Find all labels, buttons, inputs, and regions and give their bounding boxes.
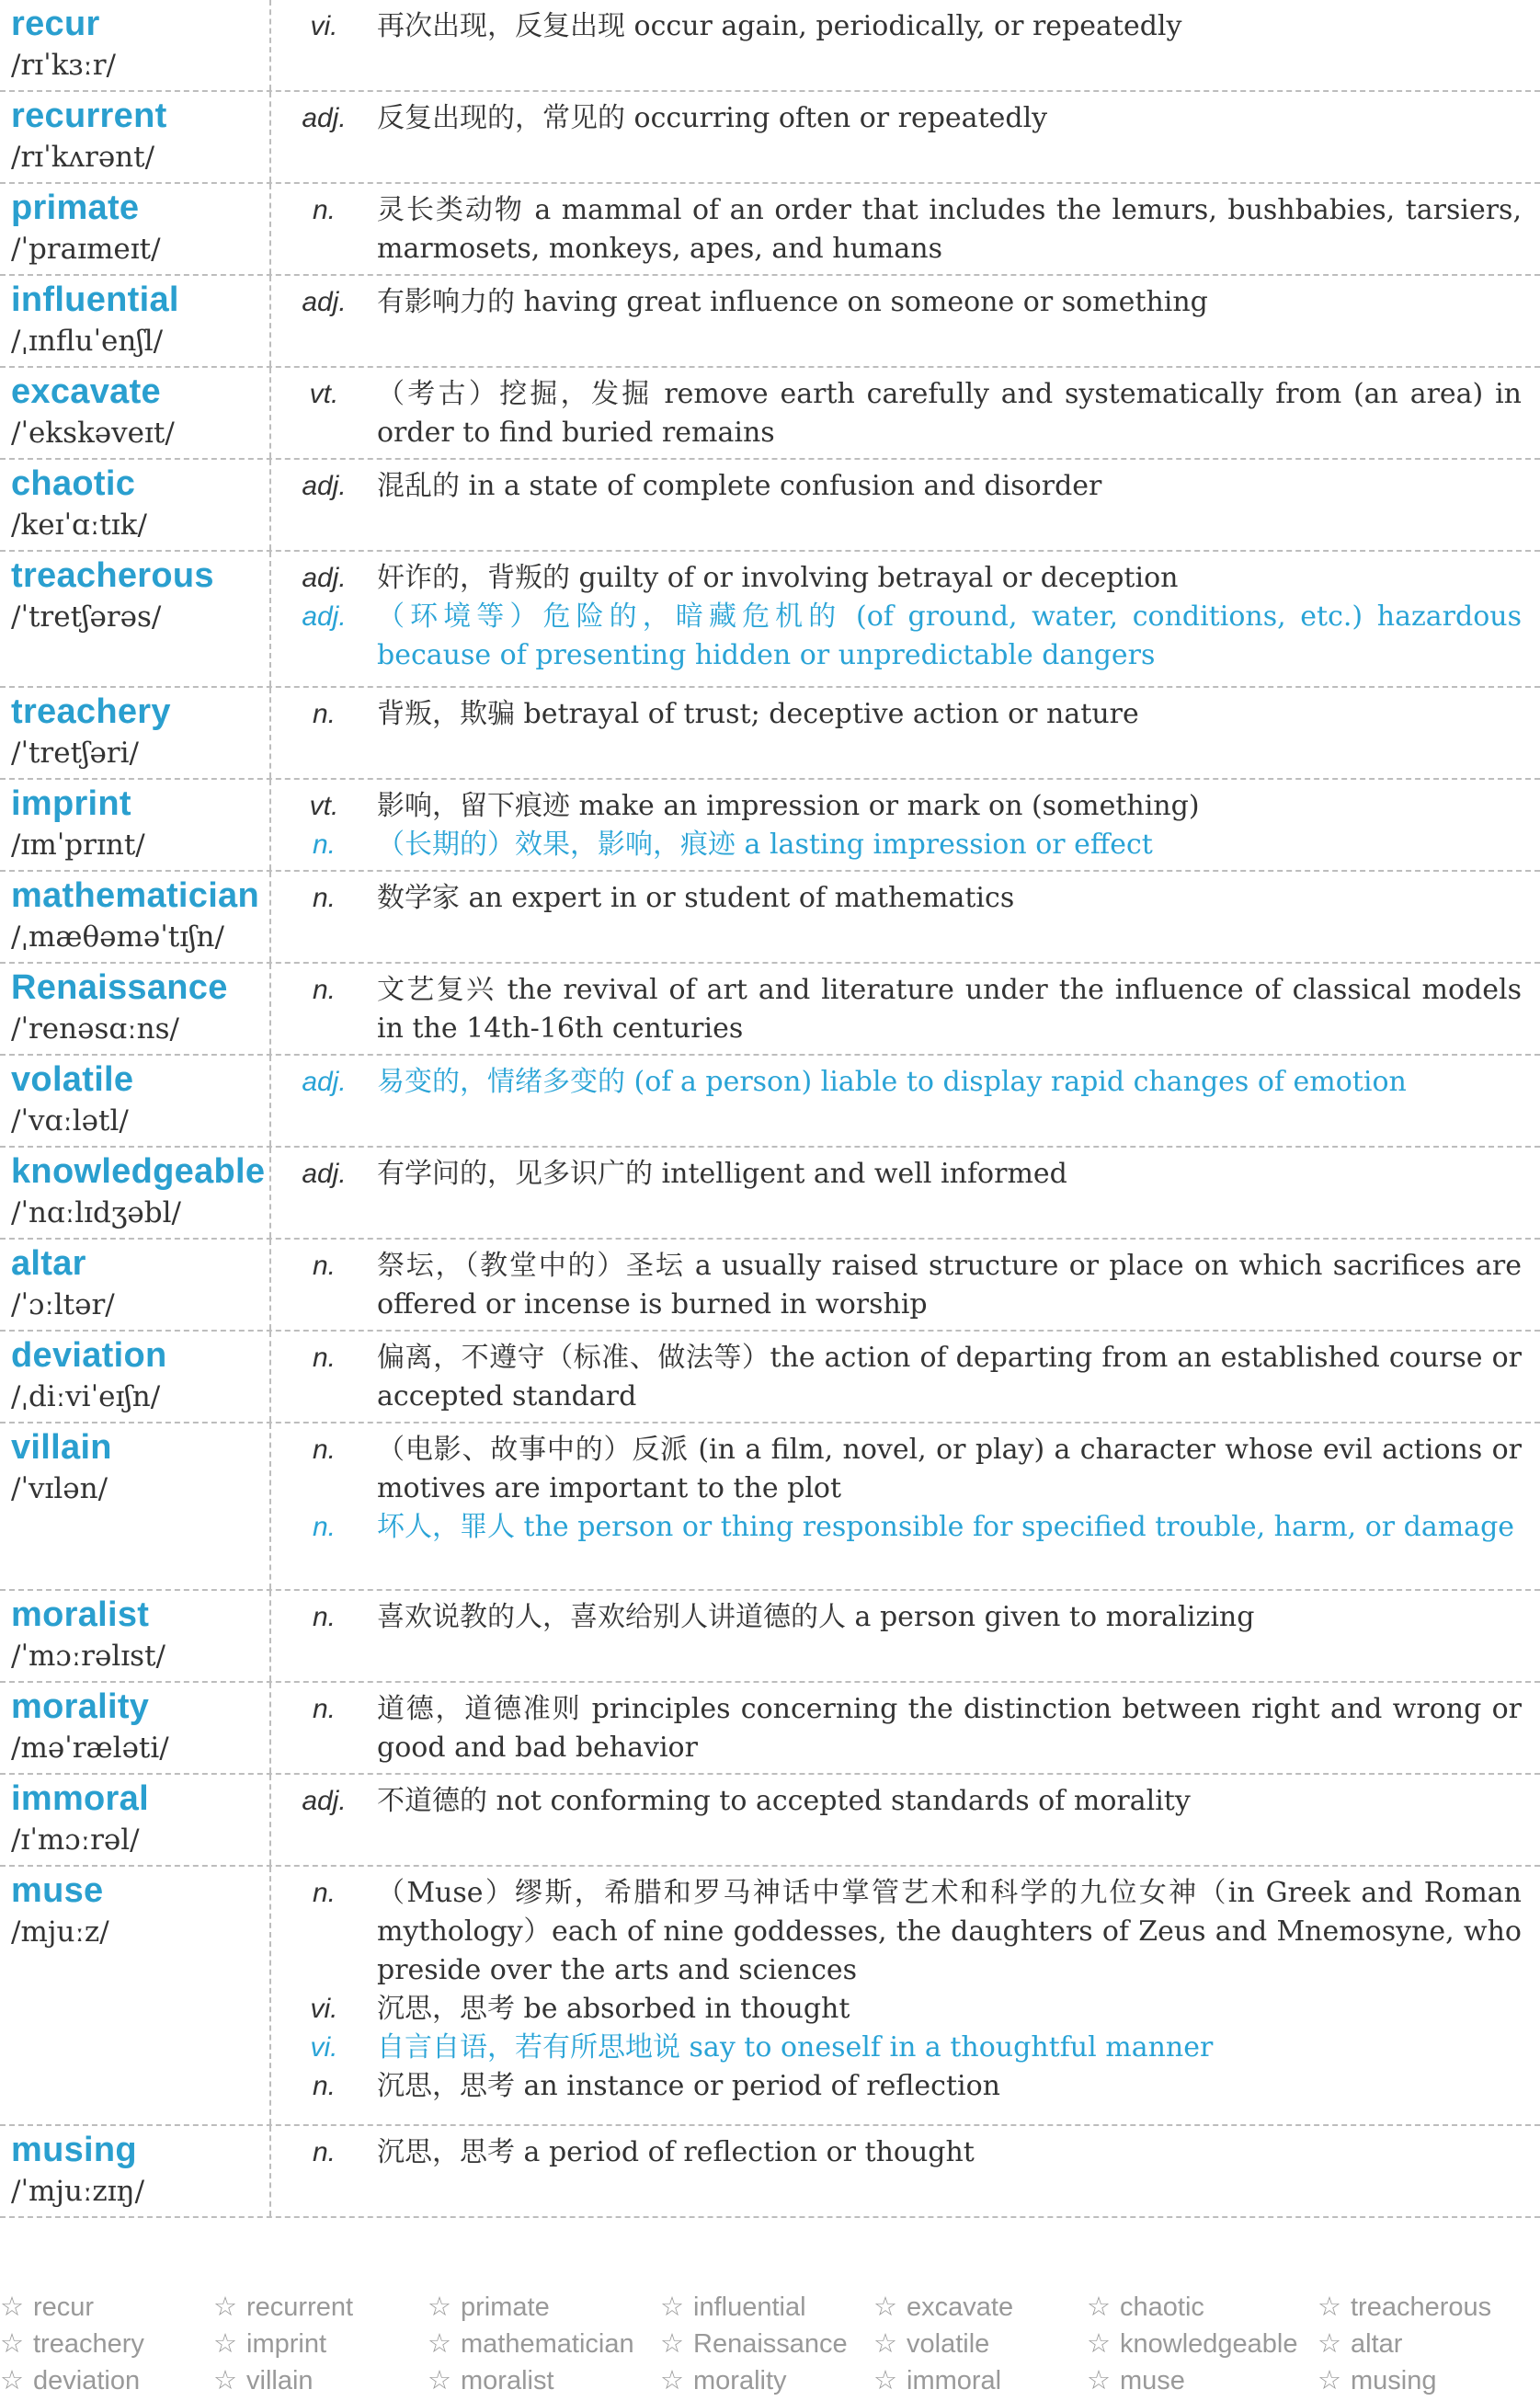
index-word: volatile — [907, 2329, 990, 2359]
definition: 反复出现的，常见的 occurring often or repeatedly — [377, 102, 1048, 134]
headword: altar — [11, 1244, 86, 1283]
phonetic: /ˈnɑːlɪdʒəbl/ — [11, 1196, 181, 1229]
part-of-speech: n. — [312, 1343, 337, 1373]
phonetic: /mjuːz/ — [11, 1915, 109, 1949]
index-word: Renaissance — [693, 2329, 848, 2359]
part-of-speech: vi. — [310, 2032, 338, 2063]
part-of-speech: adj. — [302, 601, 347, 632]
index-word: moralist — [461, 2366, 554, 2395]
definition: 文艺复兴 the revival of art and literature under the influence of classical models in the 14th-16th centuries — [377, 974, 1522, 1045]
headword-cell — [0, 1683, 271, 1773]
headword-cell — [0, 780, 271, 870]
index-word: deviation — [33, 2366, 141, 2395]
phonetic: /ˌmæθəməˈtɪʃn/ — [11, 920, 224, 954]
sense — [271, 2133, 1522, 2172]
entry-row — [0, 0, 1540, 92]
part-of-speech: n. — [312, 1251, 337, 1281]
sense — [271, 1990, 1522, 2029]
definition-cell — [271, 368, 1540, 458]
star-icon: ☆ — [0, 2329, 24, 2359]
definition: 沉思，思考 a period of reflection or thought — [377, 2136, 975, 2168]
phonetic: /ˌɪnfluˈenʃl/ — [11, 325, 164, 358]
headword-cell — [0, 1148, 271, 1238]
star-icon: ☆ — [428, 2329, 451, 2359]
definition: 数学家 an expert in or student of mathematics — [377, 882, 1015, 914]
index-word: recur — [33, 2292, 95, 2322]
entry-row — [0, 2126, 1540, 2218]
headword: moralist — [11, 1595, 150, 1634]
part-of-speech: n. — [312, 883, 337, 913]
definition: 道德，道德准则 principles concerning the distinction between right and wrong or good and bad behavior — [377, 1693, 1522, 1764]
headword: morality — [11, 1687, 150, 1726]
sense — [271, 1874, 1522, 1990]
sense — [271, 7, 1522, 46]
star-icon: ☆ — [873, 2292, 897, 2322]
sense — [271, 467, 1522, 506]
index-word: immoral — [907, 2366, 1002, 2395]
sense — [271, 598, 1522, 675]
entry-row — [0, 1240, 1540, 1332]
index-item — [213, 2290, 353, 2325]
index-word: chaotic — [1120, 2292, 1204, 2322]
phonetic: /rɪˈkʌrənt/ — [11, 141, 155, 174]
phonetic: /ˈvɑːlətl/ — [11, 1104, 129, 1138]
entry-row — [0, 552, 1540, 688]
definition-cell — [271, 460, 1540, 550]
index-item — [660, 2327, 848, 2361]
definition: 有学问的，见多识广的 intelligent and well informed — [377, 1158, 1067, 1190]
part-of-speech: n. — [312, 699, 337, 729]
headword-cell — [0, 1423, 271, 1589]
sense — [271, 283, 1522, 322]
index-item — [428, 2363, 554, 2398]
sense — [271, 1690, 1522, 1767]
headword: treacherous — [11, 556, 214, 595]
part-of-speech: vt. — [309, 379, 339, 409]
sense — [271, 1431, 1522, 1508]
definition-cell — [271, 1867, 1540, 2124]
phonetic: /ˈekskəveɪt/ — [11, 417, 175, 450]
phonetic: /ˌdiːviˈeɪʃn/ — [11, 1380, 161, 1413]
definition-cell — [271, 1591, 1540, 1681]
star-icon: ☆ — [660, 2366, 684, 2395]
definition-cell — [271, 688, 1540, 778]
part-of-speech: n. — [312, 2071, 337, 2101]
definition-cell — [271, 184, 1540, 274]
index-word: primate — [461, 2292, 550, 2322]
definition: 奸诈的，背叛的 guilty of or involving betrayal or deception — [377, 562, 1179, 594]
definition: 喜欢说教的人，喜欢给别人讲道德的人 a person given to moralizing — [377, 1601, 1255, 1633]
sense — [271, 2067, 1522, 2106]
entry-row — [0, 1332, 1540, 1423]
definition-cell — [271, 964, 1540, 1054]
phonetic: /ɪmˈprɪnt/ — [11, 829, 145, 862]
headword: musing — [11, 2131, 137, 2169]
headword-cell — [0, 1240, 271, 1330]
definition: 沉思，思考 an instance or period of reflection — [377, 2070, 1000, 2102]
entry-row — [0, 1683, 1540, 1775]
definition: 再次出现，反复出现 occur again, periodically, or repeatedly — [377, 10, 1182, 42]
index-word: altar — [1351, 2329, 1403, 2359]
headword: villain — [11, 1428, 112, 1467]
entry-row — [0, 1591, 1540, 1683]
definition: 偏离，不遵守（标准、做法等）the action of departing from an established course or accepted standard — [377, 1342, 1522, 1412]
index-word: treacherous — [1351, 2292, 1492, 2322]
headword: primate — [11, 189, 140, 227]
headword-cell — [0, 872, 271, 962]
part-of-speech: n. — [312, 1694, 337, 1724]
part-of-speech: n. — [312, 1602, 337, 1632]
phonetic: /ˈtretʃərəs/ — [11, 600, 162, 634]
index-row — [0, 2290, 1540, 2327]
index-word: muse — [1120, 2366, 1185, 2395]
sense — [271, 2029, 1522, 2067]
headword-cell — [0, 1775, 271, 1865]
index-item — [1318, 2327, 1402, 2361]
headword-cell — [0, 92, 271, 182]
part-of-speech: n. — [312, 1435, 337, 1465]
phonetic: /ˈvɪlən/ — [11, 1472, 108, 1505]
headword: immoral — [11, 1779, 149, 1818]
sense — [271, 879, 1522, 918]
index-word: recurrent — [246, 2292, 354, 2322]
index-word: villain — [246, 2366, 314, 2395]
index-item — [873, 2327, 989, 2361]
headword: deviation — [11, 1336, 167, 1375]
star-icon: ☆ — [0, 2292, 24, 2322]
headword: excavate — [11, 372, 161, 411]
headword: chaotic — [11, 464, 136, 503]
part-of-speech: adj. — [302, 1067, 347, 1097]
star-icon: ☆ — [873, 2329, 897, 2359]
part-of-speech: n. — [312, 975, 337, 1005]
word-index — [0, 2290, 1540, 2400]
definition: 坏人，罪人 the person or thing responsible for specified trouble, harm, or damage — [377, 1511, 1515, 1543]
part-of-speech: vt. — [309, 791, 339, 821]
sense — [271, 971, 1522, 1048]
star-icon: ☆ — [1318, 2292, 1341, 2322]
index-word: influential — [693, 2292, 806, 2322]
index-item — [1318, 2290, 1491, 2325]
entry-row — [0, 460, 1540, 552]
definition: （电影、故事中的）反派 (in a film, novel, or play) a character whose evil actions or motives are important to the plot — [377, 1434, 1522, 1504]
star-icon: ☆ — [213, 2292, 237, 2322]
definition: 影响，留下痕迹 make an impression or mark on (something) — [377, 790, 1200, 822]
entry-row — [0, 1056, 1540, 1148]
index-item — [660, 2290, 806, 2325]
definition-cell — [271, 0, 1540, 90]
part-of-speech: vi. — [310, 11, 338, 41]
phonetic: /ˈrenəsɑːns/ — [11, 1012, 179, 1046]
index-item — [873, 2290, 1013, 2325]
part-of-speech: vi. — [310, 1994, 338, 2024]
sense — [271, 787, 1522, 826]
definition-cell — [271, 92, 1540, 182]
index-word: excavate — [907, 2292, 1014, 2322]
sense — [271, 1247, 1522, 1324]
index-item — [1087, 2290, 1204, 2325]
headword-cell — [0, 552, 271, 686]
definition: 灵长类动物 a mammal of an order that includes the lemurs, bushbabies, tarsiers, marmosets, monkeys, apes, and humans — [377, 194, 1522, 265]
definition-cell — [271, 780, 1540, 870]
phonetic: /rɪˈkɜːr/ — [11, 49, 116, 82]
definition-cell — [271, 1240, 1540, 1330]
part-of-speech: adj. — [302, 471, 347, 501]
headword: knowledgeable — [11, 1152, 266, 1191]
phonetic: /ɪˈmɔːrəl/ — [11, 1824, 140, 1857]
headword: treachery — [11, 692, 171, 731]
headword-cell — [0, 1332, 271, 1422]
phonetic: /məˈræləti/ — [11, 1732, 169, 1765]
definition-cell — [271, 872, 1540, 962]
sense — [271, 1782, 1522, 1821]
sense — [271, 1508, 1522, 1547]
entry-row — [0, 1775, 1540, 1867]
part-of-speech: adj. — [302, 1786, 347, 1816]
definition-cell — [271, 1423, 1540, 1589]
part-of-speech: n. — [312, 2137, 337, 2167]
index-item — [873, 2363, 1001, 2398]
index-item — [428, 2327, 634, 2361]
index-item — [213, 2327, 326, 2361]
index-row — [0, 2363, 1540, 2400]
index-item — [1318, 2363, 1437, 2398]
entry-row — [0, 92, 1540, 184]
phonetic: /ˈɔːltər/ — [11, 1288, 115, 1321]
sense — [271, 99, 1522, 138]
headword: imprint — [11, 784, 131, 823]
index-word: treachery — [33, 2329, 144, 2359]
star-icon: ☆ — [660, 2329, 684, 2359]
headword: recur — [11, 5, 100, 43]
entry-row — [0, 1867, 1540, 2126]
headword-cell — [0, 1056, 271, 1146]
entry-row — [0, 184, 1540, 276]
index-item — [660, 2363, 787, 2398]
headword-cell — [0, 0, 271, 90]
part-of-speech: n. — [312, 1878, 337, 1908]
definition: （Muse）缪斯，希腊和罗马神话中掌管艺术和科学的九位女神（in Greek and Roman mythology）each of nine goddesses, the daughters of Zeus and Mnemosyne, who preside over the arts and sciences — [377, 1877, 1522, 1986]
sense — [271, 191, 1522, 269]
index-word: imprint — [246, 2329, 327, 2359]
headword: mathematician — [11, 876, 259, 915]
headword-cell — [0, 184, 271, 274]
definition: （环境等）危险的，暗藏危机的 (of ground, water, conditions, etc.) hazardous because of presenting hidden or unpredictable dangers — [377, 600, 1522, 671]
definition-cell — [271, 1683, 1540, 1773]
star-icon: ☆ — [1087, 2292, 1111, 2322]
index-item — [0, 2327, 144, 2361]
phonetic: /keɪˈɑːtɪk/ — [11, 509, 147, 542]
definition-cell — [271, 1332, 1540, 1422]
sense — [271, 559, 1522, 598]
star-icon: ☆ — [0, 2366, 24, 2395]
headword-cell — [0, 688, 271, 778]
index-item — [0, 2363, 140, 2398]
entry-row — [0, 872, 1540, 964]
headword-cell — [0, 276, 271, 366]
definition: 有影响力的 having great influence on someone or something — [377, 286, 1208, 318]
phonetic: /ˈmɔːrəlɪst/ — [11, 1640, 165, 1673]
part-of-speech: adj. — [302, 103, 347, 133]
star-icon: ☆ — [213, 2329, 237, 2359]
definition-cell — [271, 1056, 1540, 1146]
headword: recurrent — [11, 97, 167, 135]
index-word: mathematician — [461, 2329, 634, 2359]
entry-row — [0, 276, 1540, 368]
headword: influential — [11, 280, 179, 319]
part-of-speech: adj. — [302, 563, 347, 593]
definition: 祭坛，（教堂中的）圣坛 a usually raised structure or place on which sacrifices are offered or incense is burned in worship — [377, 1250, 1522, 1321]
part-of-speech: n. — [312, 829, 337, 860]
star-icon: ☆ — [1087, 2366, 1111, 2395]
entry-row — [0, 1423, 1540, 1591]
definition: 自言自语，若有所思地说 say to oneself in a thoughtful manner — [377, 2031, 1214, 2064]
sense — [271, 375, 1522, 452]
sense — [271, 826, 1522, 864]
star-icon: ☆ — [1318, 2366, 1341, 2395]
sense — [271, 1063, 1522, 1102]
entry-row — [0, 368, 1540, 460]
index-item — [1087, 2363, 1185, 2398]
index-word: knowledgeable — [1120, 2329, 1298, 2359]
definition: 易变的，情绪多变的 (of a person) liable to display rapid changes of emotion — [377, 1066, 1407, 1098]
definition: 不道德的 not conforming to accepted standards of morality — [377, 1785, 1191, 1817]
definition-cell — [271, 2126, 1540, 2216]
phonetic: /ˈtretʃəri/ — [11, 737, 139, 770]
sense — [271, 1339, 1522, 1416]
headword-cell — [0, 1591, 271, 1681]
index-item — [0, 2290, 94, 2325]
definition-cell — [271, 1775, 1540, 1865]
headword-cell — [0, 2126, 271, 2216]
headword-cell — [0, 460, 271, 550]
headword-cell — [0, 1867, 271, 2124]
index-row — [0, 2327, 1540, 2363]
headword-cell — [0, 368, 271, 458]
headword: volatile — [11, 1060, 134, 1099]
index-item — [213, 2363, 314, 2398]
entry-row — [0, 1148, 1540, 1240]
star-icon: ☆ — [1318, 2329, 1341, 2359]
star-icon: ☆ — [1087, 2329, 1111, 2359]
definition: 混乱的 in a state of complete confusion and disorder — [377, 470, 1102, 502]
phonetic: /ˈpraɪmeɪt/ — [11, 233, 161, 266]
index-word: musing — [1351, 2366, 1437, 2395]
definition: （考古）挖掘，发掘 remove earth carefully and systematically from (an area) in order to find buried remains — [377, 378, 1522, 449]
definition-cell — [271, 276, 1540, 366]
index-item — [1087, 2327, 1297, 2361]
star-icon: ☆ — [213, 2366, 237, 2395]
entry-row — [0, 688, 1540, 780]
definition-cell — [271, 1148, 1540, 1238]
phonetic: /ˈmjuːzɪŋ/ — [11, 2175, 145, 2208]
sense — [271, 1598, 1522, 1637]
part-of-speech: n. — [312, 195, 337, 225]
definition: 背叛，欺骗 betrayal of trust; deceptive action or nature — [377, 698, 1139, 730]
star-icon: ☆ — [428, 2292, 451, 2322]
headword: Renaissance — [11, 968, 228, 1007]
definition-cell — [271, 552, 1540, 686]
definition: 沉思，思考 be absorbed in thought — [377, 1993, 850, 2025]
star-icon: ☆ — [873, 2366, 897, 2395]
index-word: morality — [693, 2366, 787, 2395]
star-icon: ☆ — [428, 2366, 451, 2395]
part-of-speech: n. — [312, 1512, 337, 1542]
part-of-speech: adj. — [302, 1159, 347, 1189]
star-icon: ☆ — [660, 2292, 684, 2322]
entry-row — [0, 964, 1540, 1056]
sense — [271, 1155, 1522, 1194]
part-of-speech: adj. — [302, 287, 347, 317]
index-item — [428, 2290, 550, 2325]
entry-row — [0, 780, 1540, 872]
sense — [271, 695, 1522, 734]
definition: （长期的）效果，影响，痕迹 a lasting impression or effect — [377, 829, 1153, 861]
headword: muse — [11, 1871, 104, 1910]
headword-cell — [0, 964, 271, 1054]
